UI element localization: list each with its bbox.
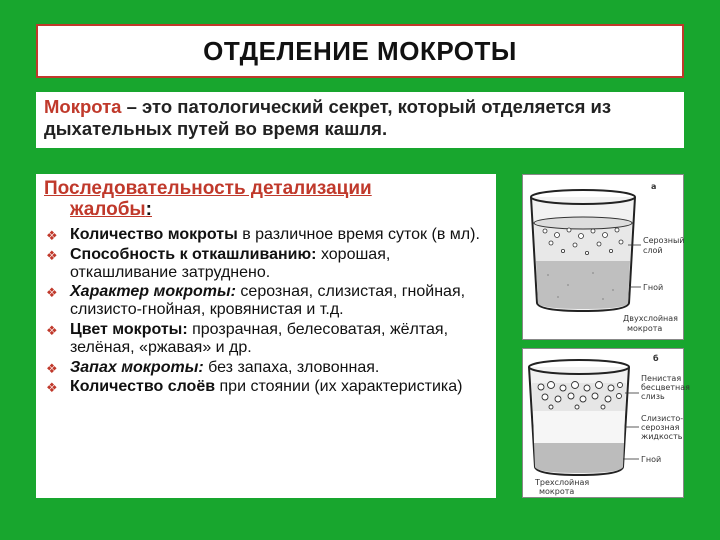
- item-text: при стоянии (их характеристика): [215, 378, 463, 396]
- figure-a-caption-1: Двухслойная: [623, 314, 678, 323]
- item-bold: Количество мокроты: [70, 226, 238, 243]
- slide-title: ОТДЕЛЕНИЕ МОКРОТЫ: [203, 35, 517, 66]
- list-heading-colon: :: [145, 199, 152, 220]
- list-item: [44, 378, 488, 396]
- list-item: [44, 321, 488, 357]
- figure-b-label-2b: серозная: [641, 423, 680, 432]
- two-layer-glass-illustration: [523, 175, 683, 339]
- two-layer-sputum-figure: [522, 174, 684, 340]
- item-bold: Способность к откашливанию:: [70, 245, 317, 263]
- figure-b-label-1b: бесцветная: [641, 383, 690, 392]
- diamond-bullet-icon: ❖: [46, 322, 58, 338]
- diamond-bullet-icon: ❖: [46, 285, 58, 301]
- list-item: [44, 226, 488, 244]
- figure-b-label-1c: слизь: [641, 392, 665, 401]
- definition-term: Мокрота: [44, 96, 122, 117]
- three-layer-glass-illustration: [523, 349, 690, 497]
- three-layer-sputum-figure: [522, 348, 690, 498]
- figure-a-label-bottom: Гной: [643, 283, 664, 292]
- complaint-list: [44, 226, 488, 396]
- figure-b-letter: б: [653, 354, 659, 363]
- figure-b-caption-1: Трехслойная: [535, 478, 590, 487]
- diamond-bullet-icon: ❖: [46, 360, 58, 376]
- definition-text: – это патологический секрет, который отделяется из дыхательных путей во время кашля.: [44, 96, 612, 139]
- item-text: хорошая, откашливание затруднено.: [70, 245, 391, 281]
- diamond-bullet-icon: ❖: [46, 228, 58, 243]
- figure-a-label-top-1: Серозный: [643, 236, 685, 245]
- list-heading-line2: жалобы: [70, 199, 146, 220]
- figure-b-label-2a: Слизисто-: [641, 414, 684, 423]
- item-bold: Количество слоёв: [70, 378, 216, 396]
- list-heading-line1: Последовательность детализации: [44, 178, 372, 199]
- list-item: [44, 359, 488, 377]
- list-item: [44, 246, 488, 282]
- item-text: серозная, слизистая, гнойная, слизисто-гнойная, кровянистая и т.д.: [70, 283, 466, 319]
- figure-b-label-2c: жидкость: [641, 432, 683, 441]
- item-bold: Запах мокроты:: [70, 358, 204, 376]
- item-text: прозрачная, белесоватая, жёлтая, зелёная, «ржавая» и др.: [70, 320, 449, 356]
- figure-a-label-top-2: слой: [643, 246, 663, 255]
- list-heading: [44, 178, 488, 220]
- figure-a-letter: а: [651, 182, 657, 191]
- list-item: [44, 283, 488, 319]
- diamond-bullet-icon: ❖: [46, 380, 58, 396]
- item-text: без запаха, зловонная.: [203, 358, 380, 376]
- figure-b-label-3: Гной: [641, 455, 662, 464]
- diamond-bullet-icon: ❖: [46, 247, 58, 263]
- figure-a-caption-2: мокрота: [627, 324, 663, 333]
- complaint-list-box: [36, 174, 496, 498]
- definition-box: [36, 92, 684, 148]
- title-box: [36, 24, 684, 78]
- item-bold: Цвет мокроты:: [70, 320, 188, 338]
- item-text: в различное время суток (в мл).: [237, 226, 480, 243]
- figure-b-label-1a: Пенистая: [641, 374, 682, 383]
- item-bold: Характер мокроты:: [70, 283, 236, 301]
- figure-b-caption-2: мокрота: [539, 487, 575, 496]
